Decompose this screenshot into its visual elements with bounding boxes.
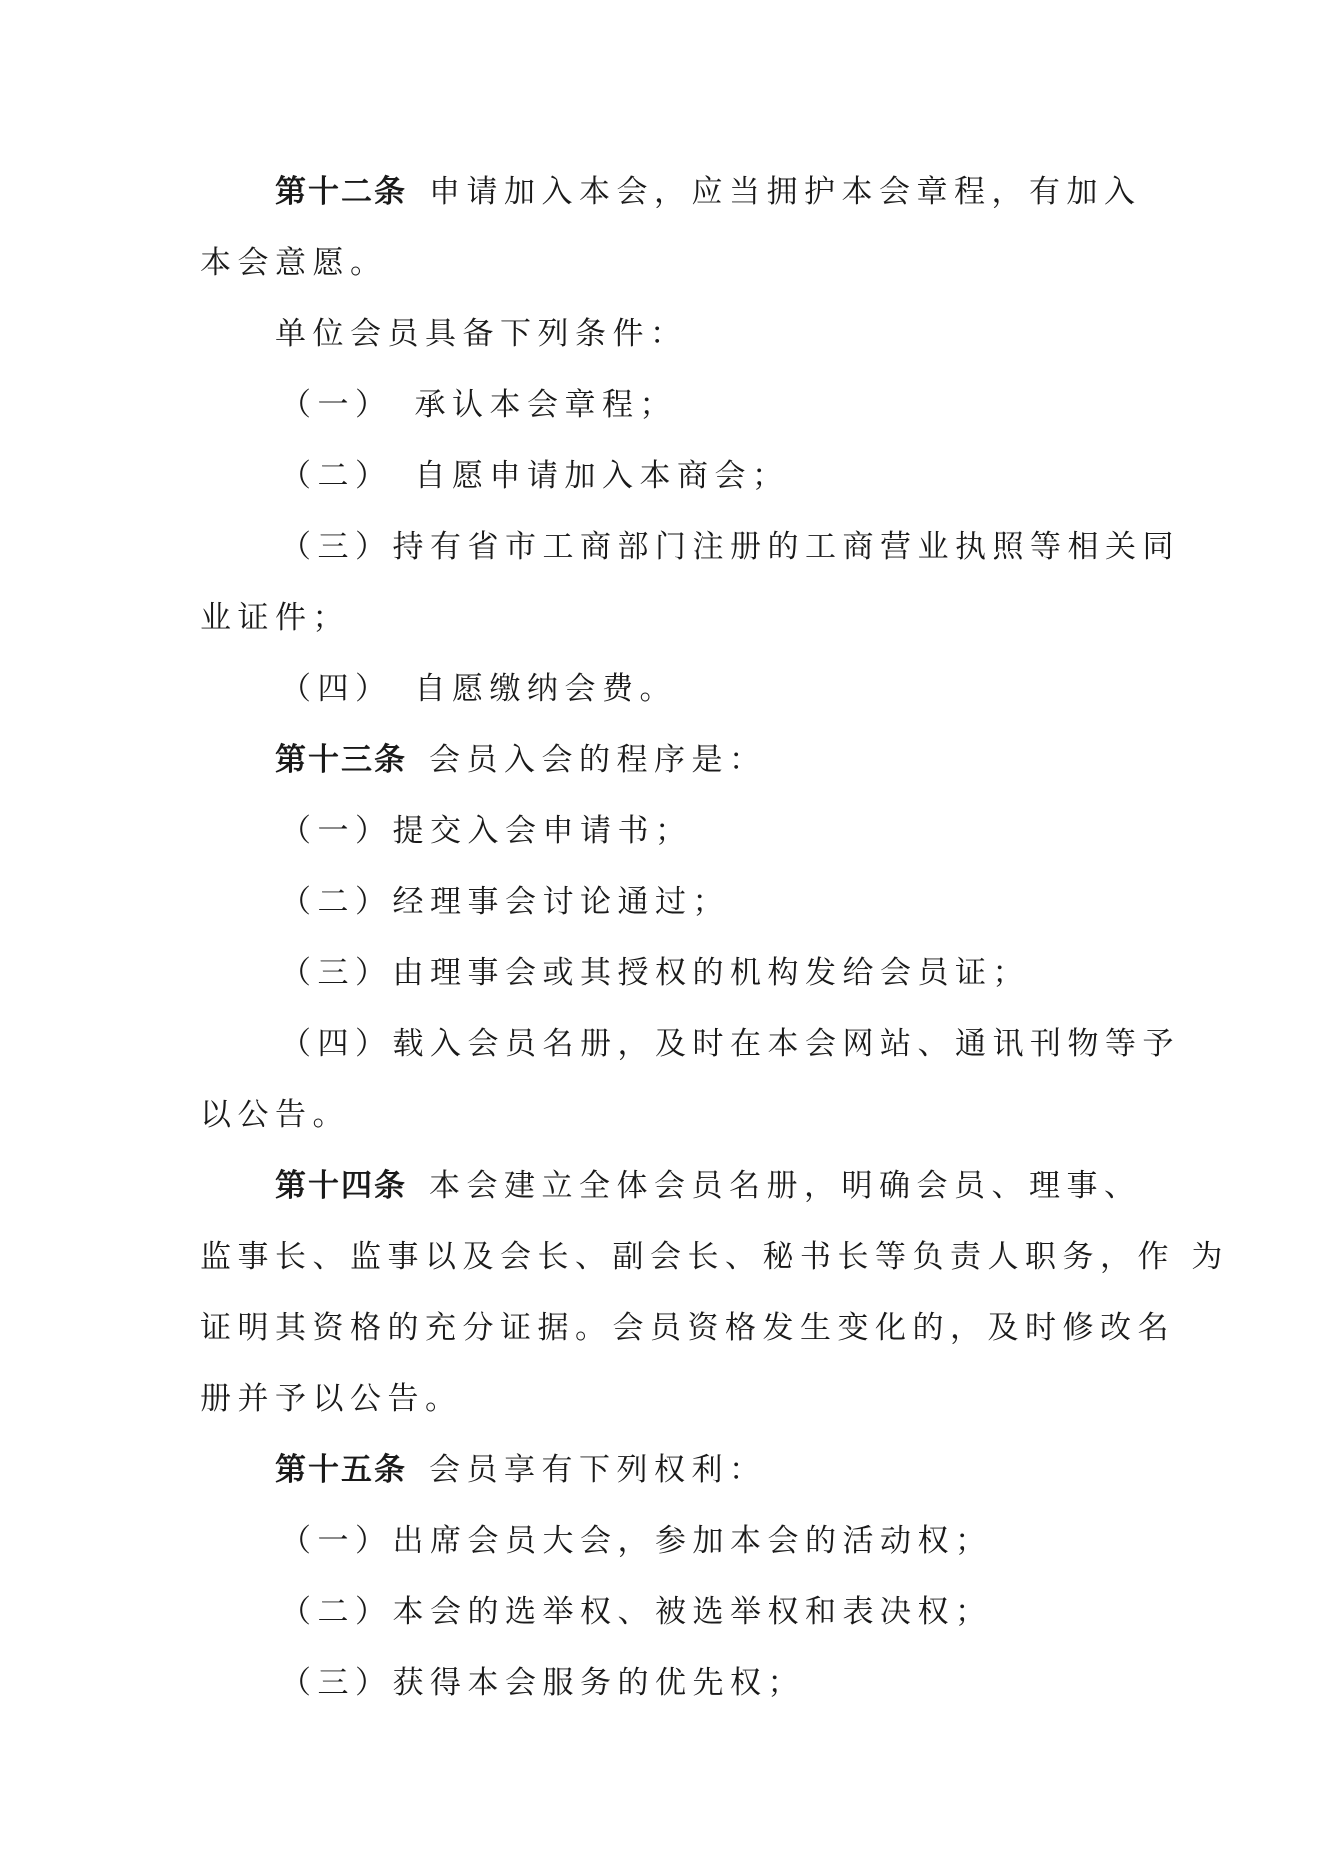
article-13-title: 第十三条 (275, 742, 407, 778)
list-item-number: （三） (280, 529, 393, 565)
list-item (280, 669, 677, 709)
list-item-text: 出席会员大会，参加本会的活动权； (392, 1523, 993, 1559)
list-item (280, 527, 1180, 567)
list-item-text: 提交入会申请书； (392, 813, 693, 849)
list-item (280, 953, 1030, 993)
article-14-text-continued: 册并予以公告。 (200, 1381, 463, 1417)
list-item-number: （一） (280, 387, 393, 423)
article-14-text-continued: 监事长、监事以及会长、副会长、秘书长等负责人职务，作 为 (200, 1239, 1229, 1275)
list-item-number: （三） (280, 955, 393, 991)
list-item-number: （二） (280, 1594, 393, 1630)
list-item-text: 持有省市工商部门注册的工商营业执照等相关同 (392, 529, 1180, 565)
article-14-heading-line (275, 1166, 1142, 1206)
list-item-number: （四） (280, 671, 393, 707)
article-13-text: 会员入会的程序是： (429, 742, 767, 778)
article-15-title: 第十五条 (275, 1452, 407, 1488)
list-item (280, 456, 790, 496)
list-item (280, 882, 730, 922)
list-item-number: （三） (280, 1665, 393, 1701)
article-14-text-continued: 证明其资格的充分证据。会员资格发生变化的，及时修改名 (200, 1310, 1175, 1346)
list-item-text: 载入会员名册，及时在本会网站、通讯刊物等予 (392, 1026, 1180, 1062)
article-14-text: 本会建立全体会员名册，明确会员、理事、 (429, 1168, 1142, 1204)
article-14-title: 第十四条 (275, 1168, 407, 1204)
list-item (280, 1592, 993, 1632)
list-item-text: 承认本会章程； (414, 387, 677, 423)
article-12-title: 第十二条 (275, 174, 407, 210)
list-item-text: 经理事会讨论通过； (392, 884, 730, 920)
list-item-text: 本会的选举权、被选举权和表决权； (392, 1594, 993, 1630)
list-item-text: 自愿申请加入本商会； (414, 458, 790, 494)
list-item-text: 由理事会或其授权的机构发给会员证； (392, 955, 1030, 991)
article-13-heading-line (275, 740, 767, 780)
article-12-text: 申请加入本会，应当拥护本会章程，有加入 (429, 174, 1142, 210)
article-15-heading-line (275, 1450, 767, 1490)
list-item-number: （二） (280, 458, 393, 494)
article-12-text-continued: 本会意愿。 (200, 245, 388, 281)
list-item (280, 385, 677, 425)
list-item (280, 1521, 993, 1561)
list-item-number: （二） (280, 884, 393, 920)
list-item-text-continued: 业证件； (200, 600, 350, 636)
list-item (280, 1024, 1180, 1064)
list-item-number: （一） (280, 1523, 393, 1559)
article-15-text: 会员享有下列权利： (429, 1452, 767, 1488)
article-12-heading-line (275, 172, 1142, 212)
list-item (280, 1663, 805, 1703)
list-item-number: （四） (280, 1026, 393, 1062)
list-item-text: 获得本会服务的优先权； (392, 1665, 805, 1701)
article-12-intro: 单位会员具备下列条件： (275, 316, 688, 352)
list-item-text-continued: 以公告。 (200, 1097, 350, 1133)
list-item-number: （一） (280, 813, 393, 849)
list-item (280, 811, 693, 851)
list-item-text: 自愿缴纳会费。 (414, 671, 677, 707)
